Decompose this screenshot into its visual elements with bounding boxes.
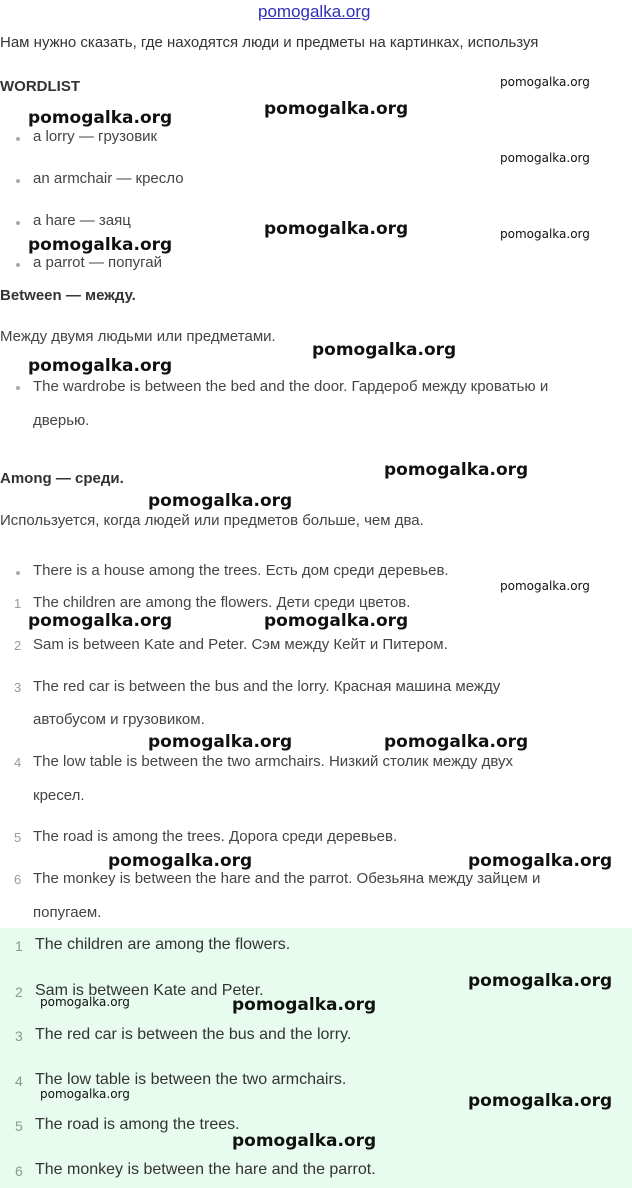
answer-number: 1 bbox=[15, 938, 23, 954]
exercise-item: The low table is between the two armchairs. Низкий столик между двух bbox=[33, 753, 513, 770]
wordlist-item: a lorry — грузовик bbox=[33, 128, 158, 145]
among-description: Используется, когда людей или предметов больше, чем два. bbox=[0, 512, 424, 529]
watermark: pomogalka.org bbox=[232, 1131, 377, 1151]
exercise-number: 6 bbox=[14, 872, 22, 887]
answer-item: The road is among the trees. bbox=[35, 1116, 240, 1133]
answer-number: 6 bbox=[15, 1163, 23, 1179]
watermark: pomogalka.org bbox=[40, 1087, 130, 1101]
watermark: pomogalka.org bbox=[264, 99, 409, 119]
bullet-dot bbox=[16, 386, 20, 390]
watermark: pomogalka.org bbox=[468, 971, 613, 991]
watermark: pomogalka.org bbox=[500, 579, 590, 593]
exercise-item-cont: попугаем. bbox=[33, 904, 102, 921]
bullet-dot bbox=[16, 263, 20, 267]
between-example-cont: дверью. bbox=[33, 412, 90, 429]
answer-number: 5 bbox=[15, 1118, 23, 1134]
answer-number: 3 bbox=[15, 1028, 23, 1044]
exercise-item: The monkey is between the hare and the parrot. Обезьяна между зайцем и bbox=[33, 870, 541, 887]
exercise-item-cont: кресел. bbox=[33, 787, 85, 804]
exercise-number: 3 bbox=[14, 680, 22, 695]
exercise-item-cont: автобусом и грузовиком. bbox=[33, 711, 205, 728]
between-title: Between — между. bbox=[0, 287, 136, 304]
answer-item: The red car is between the bus and the lorry. bbox=[35, 1026, 352, 1043]
exercise-number: 4 bbox=[14, 755, 22, 770]
between-description: Между двумя людьми или предметами. bbox=[0, 328, 276, 345]
watermark: pomogalka.org bbox=[28, 356, 173, 376]
watermark: pomogalka.org bbox=[500, 151, 590, 165]
bullet-dot bbox=[16, 179, 20, 183]
watermark: pomogalka.org bbox=[40, 995, 130, 1009]
wordlist-item: a hare — заяц bbox=[33, 212, 131, 229]
exercise-number: 2 bbox=[14, 638, 22, 653]
answer-item: Sam is between Kate and Peter. bbox=[35, 982, 264, 999]
wordlist-item: an armchair — кресло bbox=[33, 170, 184, 187]
watermark: pomogalka.org bbox=[264, 219, 409, 239]
intro-text: Нам нужно сказать, где находятся люди и предметы на картинках, используя bbox=[0, 34, 539, 51]
watermark: pomogalka.org bbox=[312, 340, 457, 360]
exercise-item: The red car is between the bus and the lorry. Красная машина между bbox=[33, 678, 501, 695]
watermark: pomogalka.org bbox=[500, 227, 590, 241]
wordlist-title: WORDLIST bbox=[0, 78, 80, 95]
wordlist-item: a parrot — попугай bbox=[33, 254, 162, 271]
watermark: pomogalka.org bbox=[500, 75, 590, 89]
watermark: pomogalka.org bbox=[148, 491, 293, 511]
watermark: pomogalka.org bbox=[108, 851, 253, 871]
exercise-number: 1 bbox=[14, 596, 22, 611]
watermark: pomogalka.org bbox=[28, 611, 173, 631]
among-title: Among — среди. bbox=[0, 470, 124, 487]
exercise-item: The road is among the trees. Дорога среди деревьев. bbox=[33, 828, 398, 845]
bullet-dot bbox=[16, 571, 20, 575]
answer-item: The low table is between the two armchairs. bbox=[35, 1071, 347, 1088]
answer-number: 4 bbox=[15, 1073, 23, 1089]
watermark: pomogalka.org bbox=[468, 1091, 613, 1111]
bullet-dot bbox=[16, 137, 20, 141]
answer-item: The monkey is between the hare and the parrot. bbox=[35, 1161, 376, 1178]
watermark: pomogalka.org bbox=[28, 108, 173, 128]
watermark: pomogalka.org bbox=[28, 235, 173, 255]
watermark: pomogalka.org bbox=[384, 732, 529, 752]
exercise-item: Sam is between Kate and Peter. Сэм между Кейт и Питером. bbox=[33, 636, 448, 653]
watermark: pomogalka.org bbox=[468, 851, 613, 871]
watermark: pomogalka.org bbox=[232, 995, 377, 1015]
answer-item: The children are among the flowers. bbox=[35, 936, 291, 953]
between-example: The wardrobe is between the bed and the door. Гардероб между кроватью и bbox=[33, 378, 549, 395]
among-example: There is a house among the trees. Есть дом среди деревьев. bbox=[33, 562, 449, 579]
exercise-number: 5 bbox=[14, 830, 22, 845]
bullet-dot bbox=[16, 221, 20, 225]
answer-number: 2 bbox=[15, 984, 23, 1000]
header-link[interactable]: pomogalka.org bbox=[258, 2, 371, 21]
watermark: pomogalka.org bbox=[384, 460, 529, 480]
watermark: pomogalka.org bbox=[148, 732, 293, 752]
watermark: pomogalka.org bbox=[264, 611, 409, 631]
exercise-item: The children are among the flowers. Дети среди цветов. bbox=[33, 594, 411, 611]
